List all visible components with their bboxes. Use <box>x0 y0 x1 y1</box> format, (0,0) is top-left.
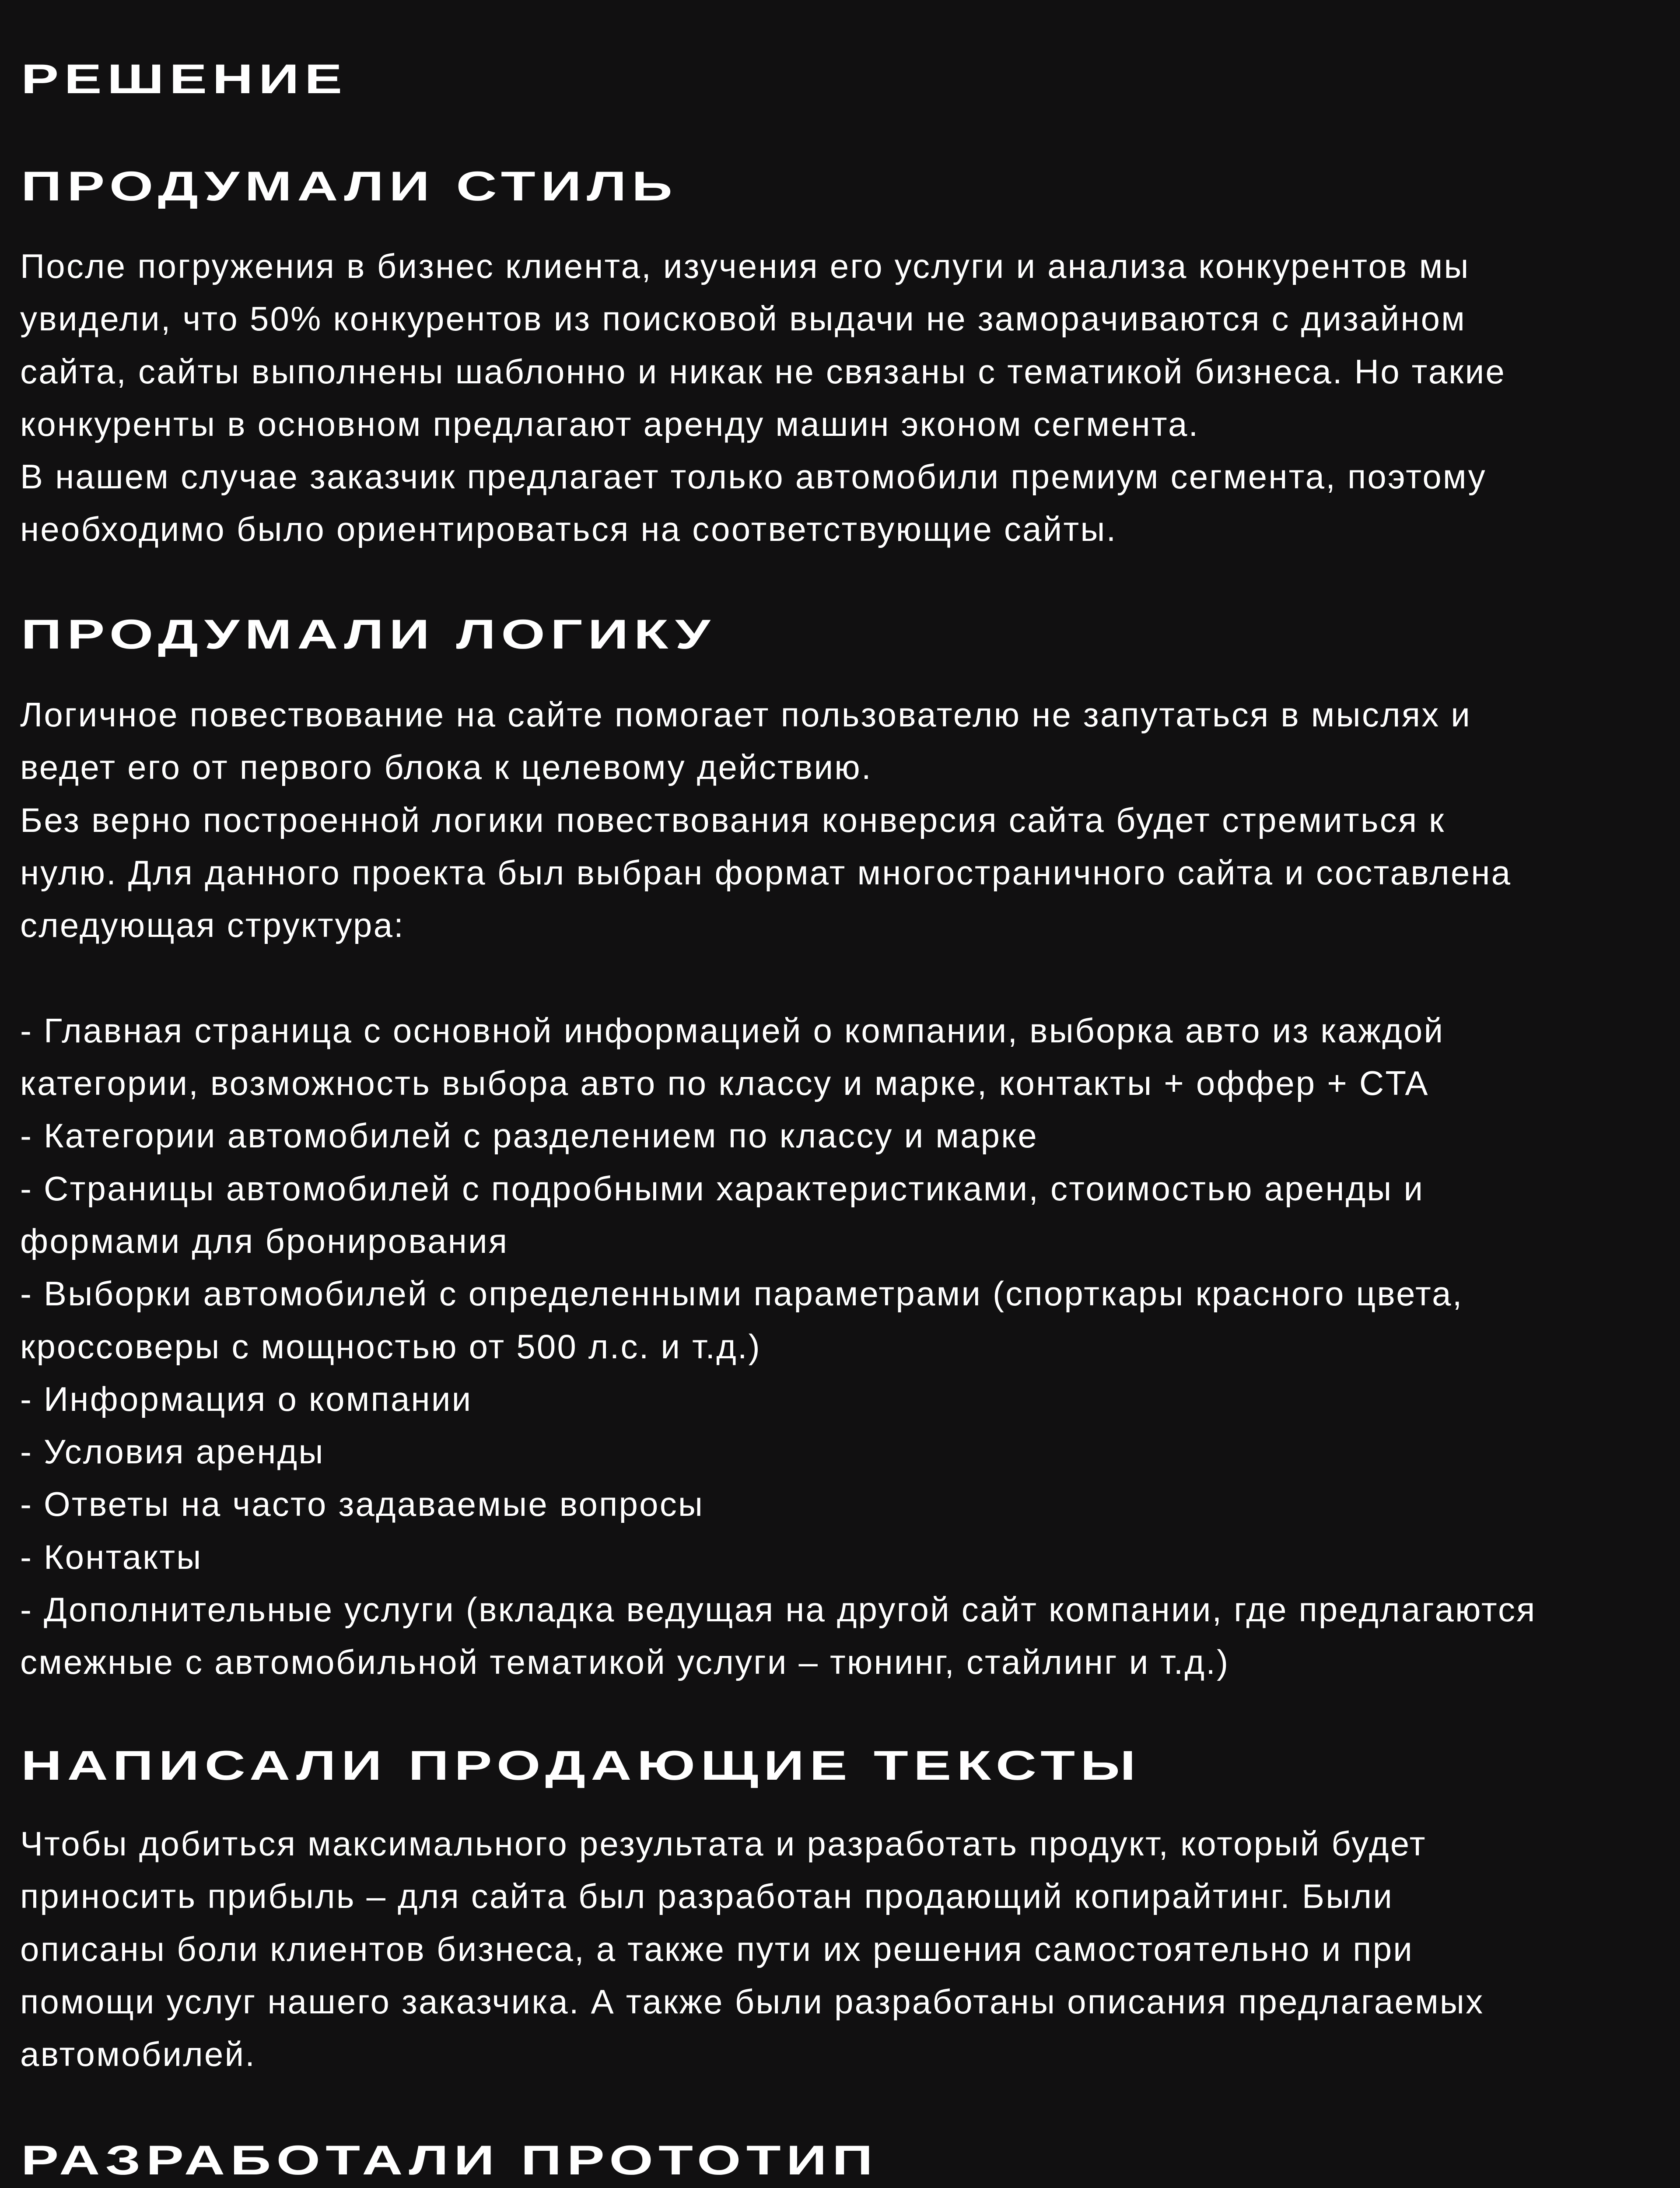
list-item-line: - Условия аренды <box>20 1432 325 1471</box>
text-line: После погружения в бизнес клиента, изучения его услуги и анализа конкурентов мы <box>20 247 1470 285</box>
text-line: следующая структура: <box>20 906 405 945</box>
list-item-line: - Главная страница с основной информацией о компании, выборка авто из каждой <box>20 1011 1445 1050</box>
list-item-line: - Дополнительные услуги (вкладка ведущая на другой сайт компании, где предлагаются <box>20 1590 1536 1629</box>
text-line: автомобилей. <box>20 2035 256 2074</box>
text-line: сайта, сайты выполнены шаблонно и никак не связаны с тематикой бизнеса. Но такие <box>20 352 1506 391</box>
text-line: описаны боли клиентов бизнеса, а также пути их решения самостоятельно и при <box>20 1929 1414 1968</box>
text-line: Чтобы добиться максимального результата и разработать продукт, который будет <box>20 1824 1427 1863</box>
list-item-line: кроссоверы с мощностью от 500 л.с. и т.д.) <box>20 1327 761 1366</box>
section-text-texts <box>20 1817 1484 2080</box>
section-heading-logic: ПРОДУМАЛИ ЛОГИКУ <box>21 611 716 658</box>
text-line: В нашем случае заказчик предлагает только автомобили премиум сегмента, поэтому <box>20 457 1487 496</box>
blank-line <box>20 951 1536 1004</box>
text-line: необходимо было ориентироваться на соответствующие сайты. <box>20 510 1117 549</box>
section-heading-texts: НАПИСАЛИ ПРОДАЮЩИЕ ТЕКСТЫ <box>21 1743 1141 1789</box>
list-item-line: смежные с автомобильной тематикой услуги – тюнинг, стайлинг и т.д.) <box>20 1643 1230 1682</box>
list-item-line: - Контакты <box>20 1537 203 1576</box>
section-text-style <box>20 240 1506 556</box>
list-item-line: - Ответы на часто задаваемые вопросы <box>20 1485 704 1524</box>
section-heading-prototype: РАЗРАБОТАЛИ ПРОТОТИП <box>21 2137 878 2184</box>
list-item-line: - Страницы автомобилей с подробными характеристиками, стоимостью аренды и <box>20 1169 1424 1208</box>
text-line: ведет его от первого блока к целевому действию. <box>20 748 872 787</box>
text-line: Без верно построенной логики повествования конверсия сайта будет стремиться к <box>20 800 1446 839</box>
page-title: РЕШЕНИЕ <box>21 56 348 102</box>
text-line: Логичное повествование на сайте помогает пользователю не запутаться в мыслях и <box>20 695 1472 734</box>
site-structure-list <box>20 1004 1536 1689</box>
text-line: помощи услуг нашего заказчика. А также были разработаны описания предлагаемых <box>20 1982 1484 2021</box>
text-line: нулю. Для данного проекта был выбран формат многостраничного сайта и составлена <box>20 853 1512 892</box>
list-item-line: - Выборки автомобилей с определенными параметрами (спорткары красного цвета, <box>20 1274 1463 1313</box>
list-item-line: категории, возможность выбора авто по классу и марке, контакты + оффер + CTA <box>20 1064 1429 1103</box>
text-line: увидели, что 50% конкурентов из поисковой выдачи не заморачиваются с дизайном <box>20 299 1466 338</box>
section-text-logic <box>20 688 1536 1689</box>
section-heading-style: ПРОДУМАЛИ СТИЛЬ <box>21 163 678 210</box>
list-item-line: - Категории автомобилей с разделением по классу и марке <box>20 1116 1038 1155</box>
list-item-line: формами для бронирования <box>20 1221 509 1260</box>
list-item-line: - Информация о компании <box>20 1379 472 1418</box>
text-line: конкуренты в основном предлагают аренду машин эконом сегмента. <box>20 404 1200 443</box>
text-line: приносить прибыль – для сайта был разработан продающий копирайтинг. Были <box>20 1877 1394 1916</box>
